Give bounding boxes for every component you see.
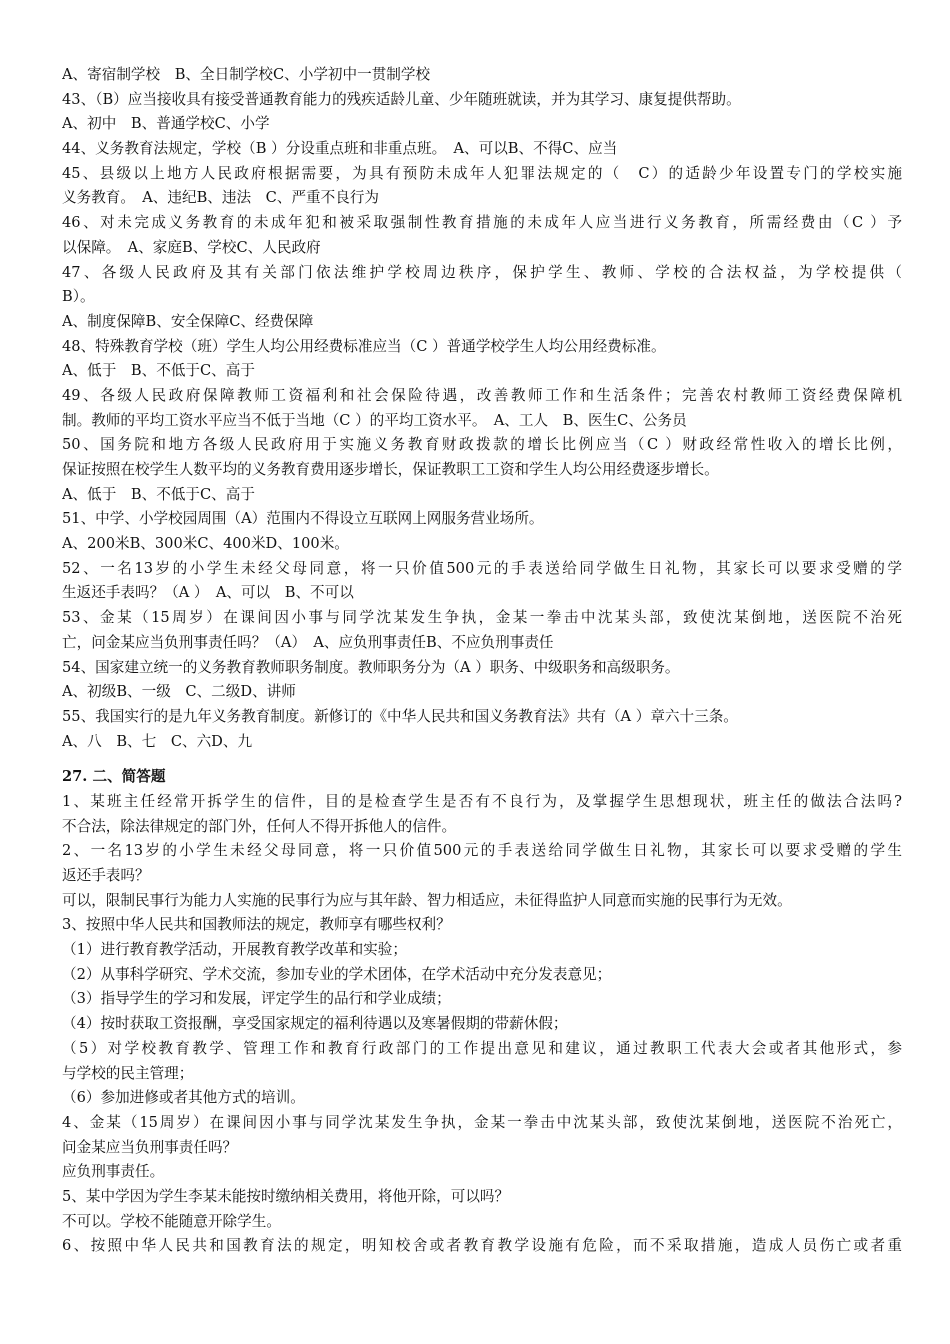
text-line: 49、各级人民政府保障教师工资福利和社会保险待遇，改善教师工作和生活条件；完善农村教师工资经费保障机 — [62, 386, 902, 404]
text-line: 1、某班主任经常开拆学生的信件，目的是检查学生是否有不良行为，及掌握学生思想现状，班主任的做法合法吗? — [62, 792, 902, 810]
section-heading: 27. 二、简答题 — [62, 768, 166, 786]
text-line: A、制度保障B、安全保障C、经费保障 — [62, 312, 314, 330]
text-line: 3、按照中华人民共和国教师法的规定，教师享有哪些权利？ — [62, 916, 451, 934]
text-line: 应负刑事责任。 — [62, 1163, 165, 1181]
multiple-choice-section — [62, 63, 902, 754]
text-line: A、初级B、一级 C、二级D、讲师 — [62, 683, 296, 701]
text-line: 50、国务院和地方各级人民政府用于实施义务教育财政拨款的增长比例应当（C ）财政经常性收入的增长比例， — [62, 436, 902, 454]
text-line: A、初中 B、普通学校C、小学 — [62, 115, 270, 133]
text-line: 48、特殊教育学校（班）学生人均公用经费标准应当（C ）普通学校学生人均公用经费标准。 — [62, 337, 666, 355]
text-line: 4、金某（15周岁）在课间因小事与同学沈某发生争执，金某一拳击中沈某头部，致使沈某倒地，送医院不治死亡， — [62, 1113, 902, 1131]
text-line: 54、国家建立统一的义务教育教师职务制度。教师职务分为（A ）职务、中级职务和高级职务。 — [62, 658, 680, 676]
text-line: 义务教育。 A、违纪B、违法 C、严重不良行为 — [62, 189, 380, 207]
text-line: B）。 — [62, 288, 95, 306]
document-page — [62, 63, 902, 1259]
text-line: 亡，问金某应当负刑事责任吗？（A） A、应负刑事责任B、不应负刑事责任 — [62, 633, 554, 651]
text-line: 生返还手表吗？（A ） A、可以 B、不可以 — [62, 584, 354, 602]
text-line: （6）参加进修或者其他方式的培训。 — [62, 1089, 305, 1107]
text-line: 问金某应当负刑事责任吗？ — [62, 1138, 238, 1156]
text-line: 44、义务教育法规定，学校（B ）分设重点班和非重点班。 A、可以B、不得C、应当 — [62, 140, 618, 158]
text-line: 返还手表吗？ — [62, 867, 150, 884]
text-line: 55、我国实行的是九年义务教育制度。新修订的《中华人民共和国义务教育法》共有（A ）章六十三条。 — [62, 707, 738, 725]
short-answer-section — [62, 790, 902, 1259]
text-line: （3）指导学生的学习和发展，评定学生的品行和学业成绩； — [62, 990, 451, 1008]
text-line: 不可以。学校不能随意开除学生。 — [62, 1212, 281, 1230]
text-line: A、八 B、七 C、六D、九 — [62, 732, 253, 750]
text-line: A、200米B、300米C、400米D、100米。 — [62, 535, 349, 553]
text-line: 制。教师的平均工资水平应当不低于当地（C ）的平均工资水平。 A、工人 B、医生C、公务员 — [62, 411, 687, 429]
text-line: 保证按照在校学生人数平均的义务教育费用逐步增长，保证教职工工资和学生人均公用经费逐步增长。 — [62, 461, 719, 478]
text-line: （4）按时获取工资报酬，享受国家规定的福利待遇以及寒暑假期的带薪休假； — [62, 1015, 568, 1033]
text-line: 51、中学、小学校园周围（A）范围内不得设立互联网上网服务营业场所。 — [62, 510, 544, 528]
text-line: 5、某中学因为学生李某未能按时缴纳相关费用，将他开除，可以吗？ — [62, 1187, 510, 1205]
text-line: （5）对学校教育教学、管理工作和教育行政部门的工作提出意见和建议，通过教职工代表大会或者其他形式，参 — [62, 1039, 902, 1057]
text-line: 45、县级以上地方人民政府根据需要，为具有预防未成年人犯罪法规定的（ C）的适龄少年设置专门的学校实施 — [62, 164, 902, 182]
text-line: 可以，限制民事行为能力人实施的民事行为应与其年龄、智力相适应，未征得监护人同意而实施的民事行为无效。 — [62, 891, 792, 909]
text-line: 53、金某（15周岁）在课间因小事与同学沈某发生争执，金某一拳击中沈某头部，致使沈某倒地，送医院不治死 — [62, 609, 902, 627]
text-line: A、低于 B、不低于C、高于 — [62, 485, 255, 503]
text-line: 47、各级人民政府及其有关部门依法维护学校周边秩序，保护学生、教师、学校的合法权益，为学校提供（ — [62, 263, 902, 281]
text-line: （1）进行教育教学活动，开展教育教学改革和实验； — [62, 941, 407, 959]
text-line: （2）从事科学研究、学术交流，参加专业的学术团体，在学术活动中充分发表意见； — [62, 965, 612, 983]
text-line: 52、一名13岁的小学生未经父母同意，将一只价值500元的手表送给同学做生日礼物，其家长可以要求受赠的学 — [62, 559, 902, 577]
text-line: 43、（B）应当接收具有接受普通教育能力的残疾适龄儿童、少年随班就读，并为其学习、康复提供帮助。 — [62, 90, 741, 108]
text-line: 46、对未完成义务教育的未成年犯和被采取强制性教育措施的未成年人应当进行义务教育，所需经费由（C ）予 — [62, 214, 902, 232]
text-line: A、低于 B、不低于C、高于 — [62, 362, 255, 380]
text-line: 与学校的民主管理； — [62, 1064, 194, 1082]
text-line: 以保障。 A、家庭B、学校C、人民政府 — [62, 238, 321, 256]
text-line: 2、一名13岁的小学生未经父母同意，将一只价值500元的手表送给同学做生日礼物，其家长可以要求受赠的学生 — [62, 842, 902, 860]
text-line: 不合法，除法律规定的部门外，任何人不得开拆他人的信件。 — [62, 817, 457, 835]
section-gap — [62, 754, 902, 765]
text-line: 6、按照中华人民共和国教育法的规定，明知校舍或者教育教学设施有危险，而不采取措施，造成人员伤亡或者重 — [62, 1237, 902, 1255]
text-line: A、寄宿制学校 B、全日制学校C、小学初中一贯制学校 — [62, 66, 431, 83]
